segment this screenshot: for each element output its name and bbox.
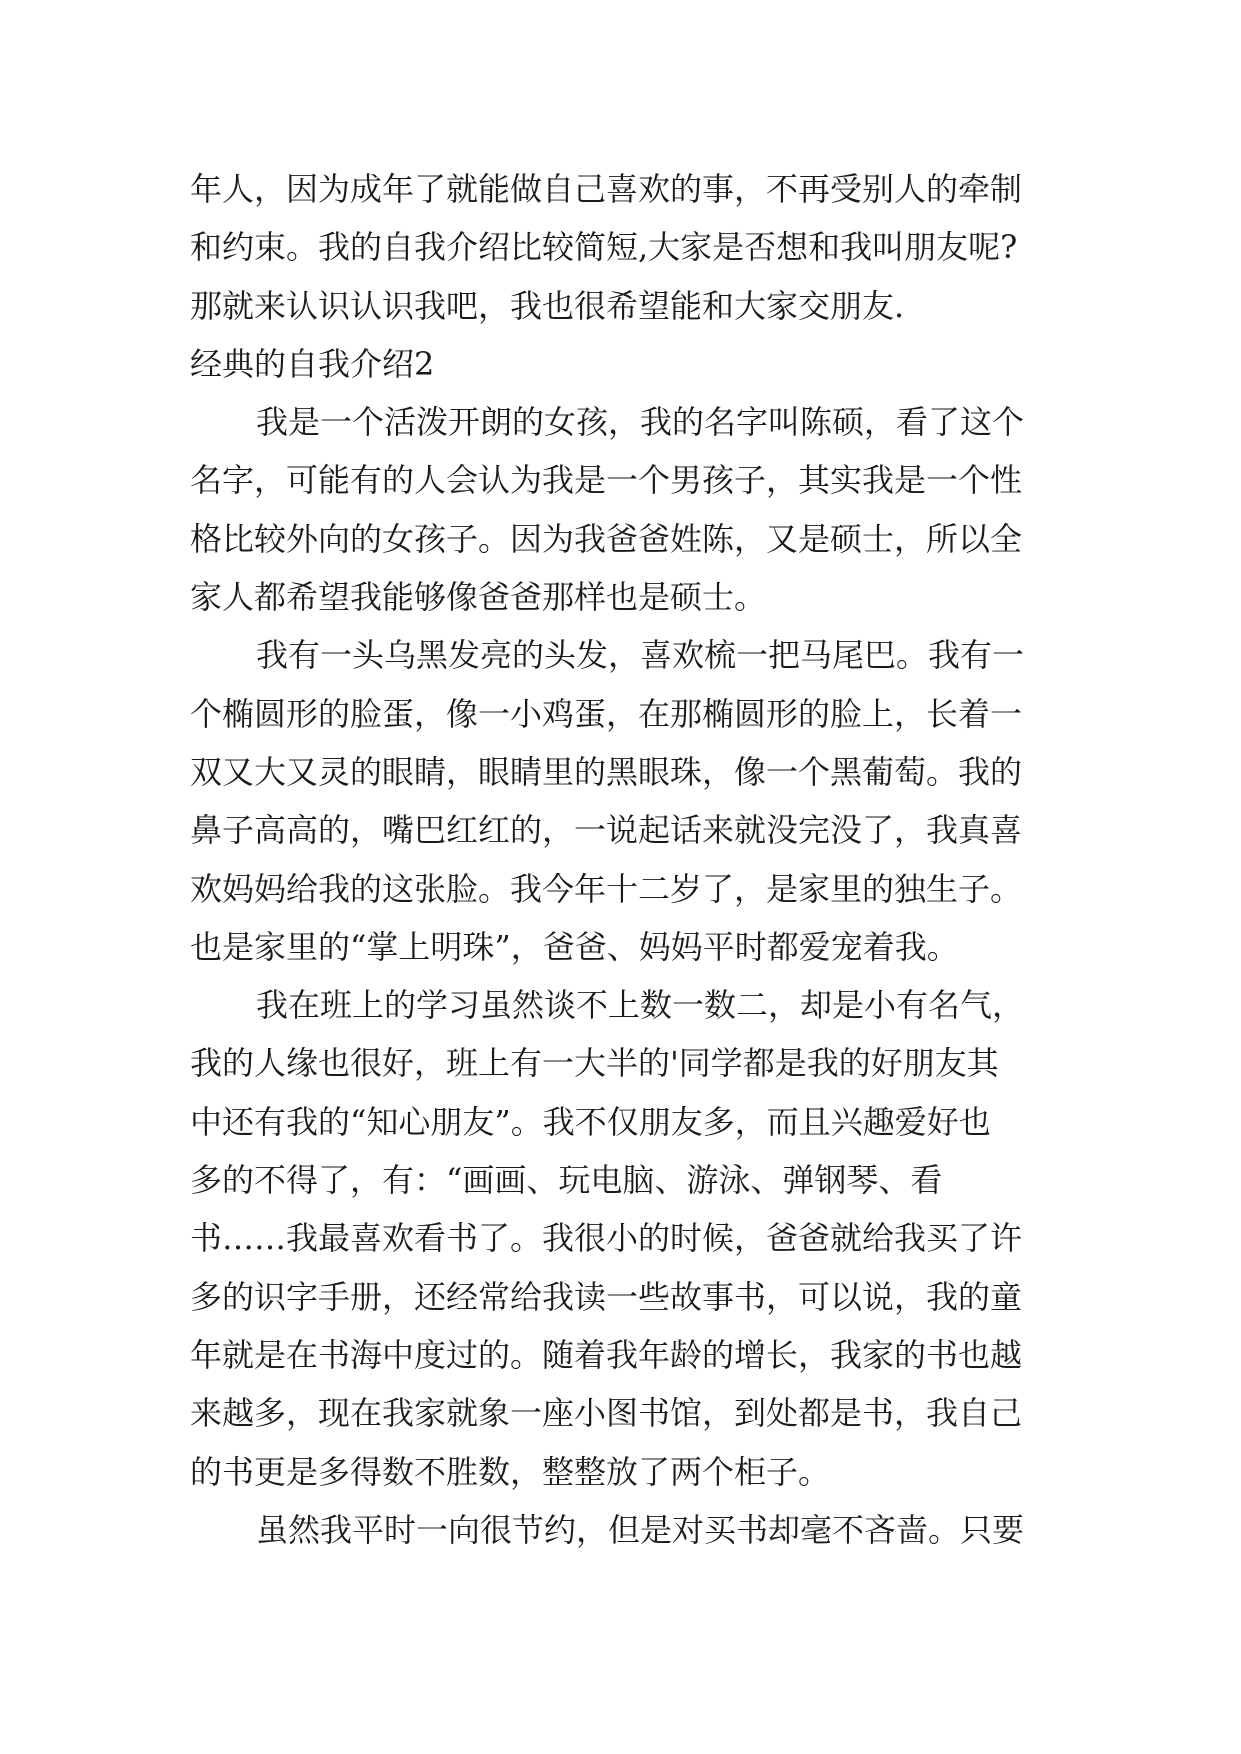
text-line: 家人都希望我能够像爸爸那样也是硕士。	[190, 578, 767, 617]
text-line: 年就是在书海中度过的。随着我年龄的增长，我家的书也越	[190, 1335, 1023, 1374]
text-line: 格比较外向的女孩子。因为我爸爸姓陈，又是硕士，所以全	[190, 519, 1023, 558]
text-line: 书……我最喜欢看书了。我很小的时候，爸爸就给我买了许	[190, 1219, 1023, 1258]
paragraph	[190, 393, 1050, 626]
text-line: 和约束。我的自我介绍比较简短,大家是否想和我叫朋友呢?	[190, 228, 1018, 267]
paragraph	[190, 626, 1050, 976]
text-line: 我的人缘也很好，班上有一大半的'同学都是我的好朋友其	[190, 1044, 999, 1083]
text-line: 名字，可能有的人会认为我是一个男孩子，其实我是一个性	[190, 461, 1023, 500]
text-line: 年人，因为成年了就能做自己喜欢的事，不再受别人的牵制	[190, 170, 1023, 208]
paragraph	[190, 1501, 1050, 1559]
section-title: 经典的自我介绍2	[190, 344, 435, 383]
text-line: 我有一头乌黑发亮的头发，喜欢梳一把马尾巴。我有一	[256, 636, 1025, 675]
text-line: 鼻子高高的，嘴巴红红的，一说起话来就没完没了，我真喜	[190, 811, 1023, 850]
text-line: 多的识字手册，还经常给我读一些故事书，可以说，我的童	[190, 1277, 1023, 1316]
text-line: 中还有我的“知心朋友”。我不仅朋友多，而且兴趣爱好也	[190, 1102, 991, 1141]
text-line: 我是一个活泼开朗的女孩，我的名字叫陈硕，看了这个	[256, 403, 1025, 442]
text-line: 多的不得了，有：“画画、玩电脑、游泳、弹钢琴、看	[190, 1161, 943, 1200]
text-line: 我在班上的学习虽然谈不上数一数二，却是小有名气，	[256, 986, 1025, 1025]
document-body	[190, 160, 1050, 1559]
text-line: 来越多，现在我家就象一座小图书馆，到处都是书，我自己	[190, 1394, 1023, 1433]
text-line: 那就来认识认识我吧，我也很希望能和大家交朋友.	[190, 286, 905, 325]
text-line: 也是家里的“掌上明珠”，爸爸、妈妈平时都爱宠着我。	[190, 927, 959, 966]
paragraph	[190, 976, 1050, 1501]
text-line: 个椭圆形的脸蛋，像一小鸡蛋，在那椭圆形的脸上，长着一	[190, 694, 1023, 733]
text-line: 虽然我平时一向很节约，但是对买书却毫不吝啬。只要	[256, 1510, 1025, 1549]
text-line: 的书更是多得数不胜数，整整放了两个柜子。	[190, 1452, 831, 1491]
text-line: 欢妈妈给我的这张脸。我今年十二岁了，是家里的独生子。	[190, 869, 1023, 908]
text-line: 双又大又灵的眼睛，眼睛里的黑眼珠，像一个黑葡萄。我的	[190, 752, 1023, 791]
